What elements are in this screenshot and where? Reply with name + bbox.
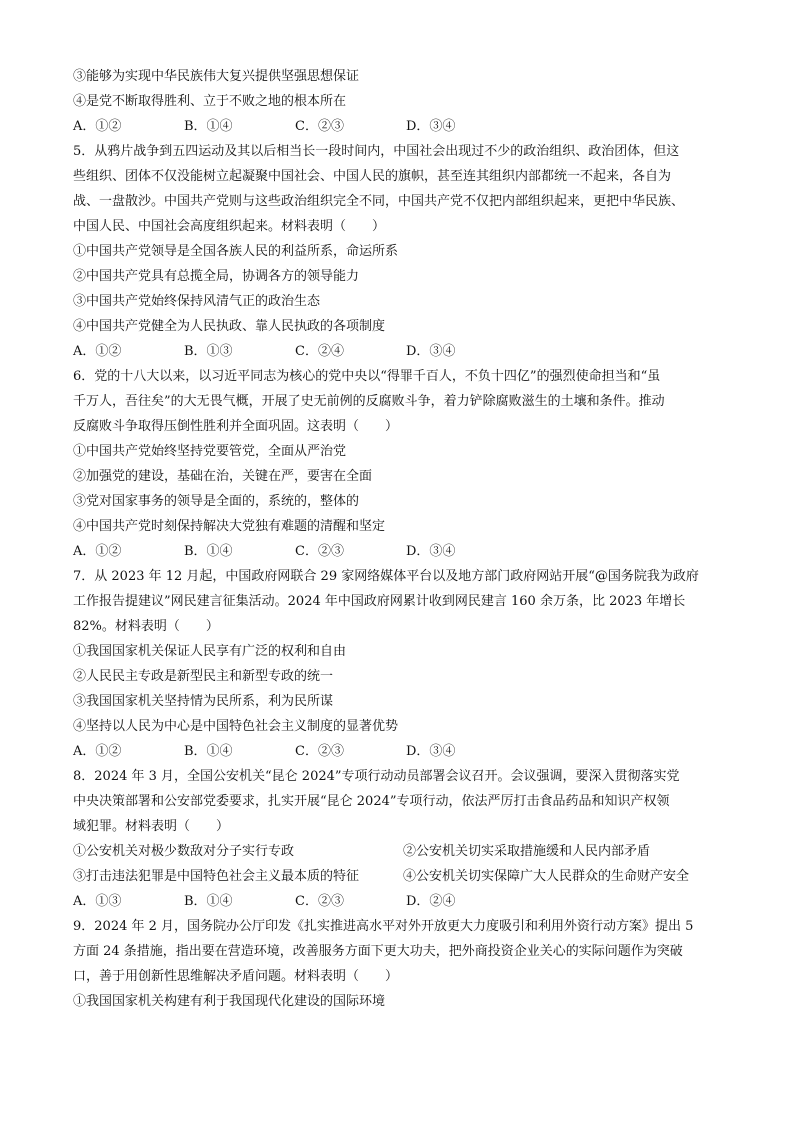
question-stem: 6．党的十八大以来，以习近平同志为核心的党中央以“得罪千百人，不负十四亿”的强烈使命担当和“虽 xyxy=(73,369,661,384)
option-b: B．①④ xyxy=(184,119,233,134)
option-c: C．②③ xyxy=(295,119,344,134)
question-stem: 中央决策部署和公安部党委要求，扎实开展“昆仑 2024”专项行动，依法严厉打击食品药品和知识产权领 xyxy=(73,794,670,809)
exam-page xyxy=(73,64,733,1014)
option-a: A．①② xyxy=(73,744,122,759)
choice-item: ④公安机关切实保障广大人民群众的生命财产安全 xyxy=(403,869,690,884)
option-d: D．③④ xyxy=(406,119,456,134)
top-items xyxy=(73,64,733,114)
choice-item: ④中国共产党时刻保持解决大党独有难题的清醒和坚定 xyxy=(73,519,386,534)
question-stem: 千万人，吾往矣”的大无畏气概，开展了史无前例的反腐败斗争，着力铲除腐败滋生的土壤和条件。推动 xyxy=(73,394,665,409)
choice-item: ①我国国家机关保证人民享有广泛的权利和自由 xyxy=(73,644,347,659)
choice-item: ③我国国家机关坚持情为民所系，利为民所谋 xyxy=(73,694,334,709)
choice-row xyxy=(73,839,733,864)
question-stem: 方面 24 条措施，指出要在营造环境，改善服务方面下更大功夫，把外商投资企业关心的实际问题作为突破 xyxy=(73,944,683,959)
choice-item: ①我国国家机关构建有利于我国现代化建设的国际环境 xyxy=(73,994,386,1009)
answer-options xyxy=(73,889,733,914)
option-c: C．②③ xyxy=(295,544,344,559)
question-stem: 9．2024 年 2 月，国务院办公厅印发《扎实推进高水平对外开放更大力度吸引和利用外资行动方案》提出 5 xyxy=(73,919,694,934)
choice-item: ④中国共产党健全为人民执政、靠人民执政的各项制度 xyxy=(73,319,386,334)
option-b: B．①④ xyxy=(184,744,233,759)
option-d: D．③④ xyxy=(406,544,456,559)
answer-options xyxy=(73,539,733,564)
choice-item: ④坚持以人民为中心是中国特色社会主义制度的显著优势 xyxy=(73,719,399,734)
option-d: D．③④ xyxy=(406,744,456,759)
choice-item: ④是党不断取得胜利、立于不败之地的根本所在 xyxy=(73,94,347,109)
question-stem: 些组织、团体不仅没能树立起凝聚中国社会、中国人民的旗帜，甚至连其组织内部都统一不起来，各自为 xyxy=(73,169,672,184)
option-a: A．①② xyxy=(73,344,122,359)
question-stem: 7．从 2023 年 12 月起，中国政府网联合 29 家网络媒体平台以及地方部门政府网站开展“@国务院我为政府 xyxy=(73,569,699,584)
question-8 xyxy=(73,764,733,914)
question-stem: 5．从鸦片战争到五四运动及其以后相当长一段时间内，中国社会出现过不少的政治组织、政治团体，但这 xyxy=(73,144,680,159)
option-d: D．③④ xyxy=(406,344,456,359)
question-stem: 战、一盘散沙。中国共产党则与这些政治组织完全不同，中国共产党不仅把内部组织起来，更把中华民族、 xyxy=(73,194,685,209)
option-d: D．②④ xyxy=(406,894,456,909)
option-b: B．①③ xyxy=(184,344,233,359)
choice-item: ③能够为实现中华民族伟大复兴提供坚强思想保证 xyxy=(73,69,360,84)
question-stem: 中国人民、中国社会高度组织起来。材料表明（ ） xyxy=(73,219,386,234)
question-stem: 8．2024 年 3 月，全国公安机关“昆仑 2024”专项行动动员部署会议召开。会议强调，要深入贯彻落实党 xyxy=(73,769,680,784)
question-stem: 域犯罪。材料表明（ ） xyxy=(73,819,230,834)
choice-item: ③党对国家事务的领导是全面的，系统的，整体的 xyxy=(73,494,360,509)
answer-options xyxy=(73,114,733,139)
choice-item: ①中国共产党始终坚持党要管党，全面从严治党 xyxy=(73,444,347,459)
option-a: A．①③ xyxy=(73,894,122,909)
option-c: C．②③ xyxy=(295,744,344,759)
choice-item: ③打击违法犯罪是中国特色社会主义最本质的特征 xyxy=(73,869,360,884)
question-stem: 口，善于用创新性思维解决矛盾问题。材料表明（ ） xyxy=(73,969,399,984)
choice-item: ③中国共产党始终保持风清气正的政治生态 xyxy=(73,294,321,309)
answer-options xyxy=(73,339,733,364)
choice-item: ①中国共产党领导是全国各族人民的利益所系，命运所系 xyxy=(73,244,399,259)
choice-item: ②公安机关切实采取措施缓和人民内部矛盾 xyxy=(403,844,651,859)
question-9 xyxy=(73,914,733,1014)
option-c: C．②④ xyxy=(295,344,344,359)
answer-options xyxy=(73,739,733,764)
choice-item: ②人民民主专政是新型民主和新型专政的统一 xyxy=(73,669,334,684)
question-7 xyxy=(73,564,733,764)
option-a: A．①② xyxy=(73,119,122,134)
question-stem: 82%。材料表明（ ） xyxy=(73,619,219,634)
option-a: A．①② xyxy=(73,544,122,559)
question-5 xyxy=(73,139,733,364)
question-6 xyxy=(73,364,733,564)
option-b: B．①④ xyxy=(184,544,233,559)
choice-item: ②中国共产党具有总揽全局，协调各方的领导能力 xyxy=(73,269,360,284)
choice-row xyxy=(73,864,733,889)
choice-item: ①公安机关对极少数敌对分子实行专政 xyxy=(73,844,295,859)
question-stem: 工作报告提建议”网民建言征集活动。2024 年中国政府网累计收到网民建言 160 余万条，比 2023 年增长 xyxy=(73,594,686,609)
option-b: B．①④ xyxy=(184,894,233,909)
question-stem: 反腐败斗争取得压倒性胜利并全面巩固。这表明（ ） xyxy=(73,419,399,434)
choice-item: ②加强党的建设，基础在治，关键在严，要害在全面 xyxy=(73,469,373,484)
option-c: C．②③ xyxy=(295,894,344,909)
